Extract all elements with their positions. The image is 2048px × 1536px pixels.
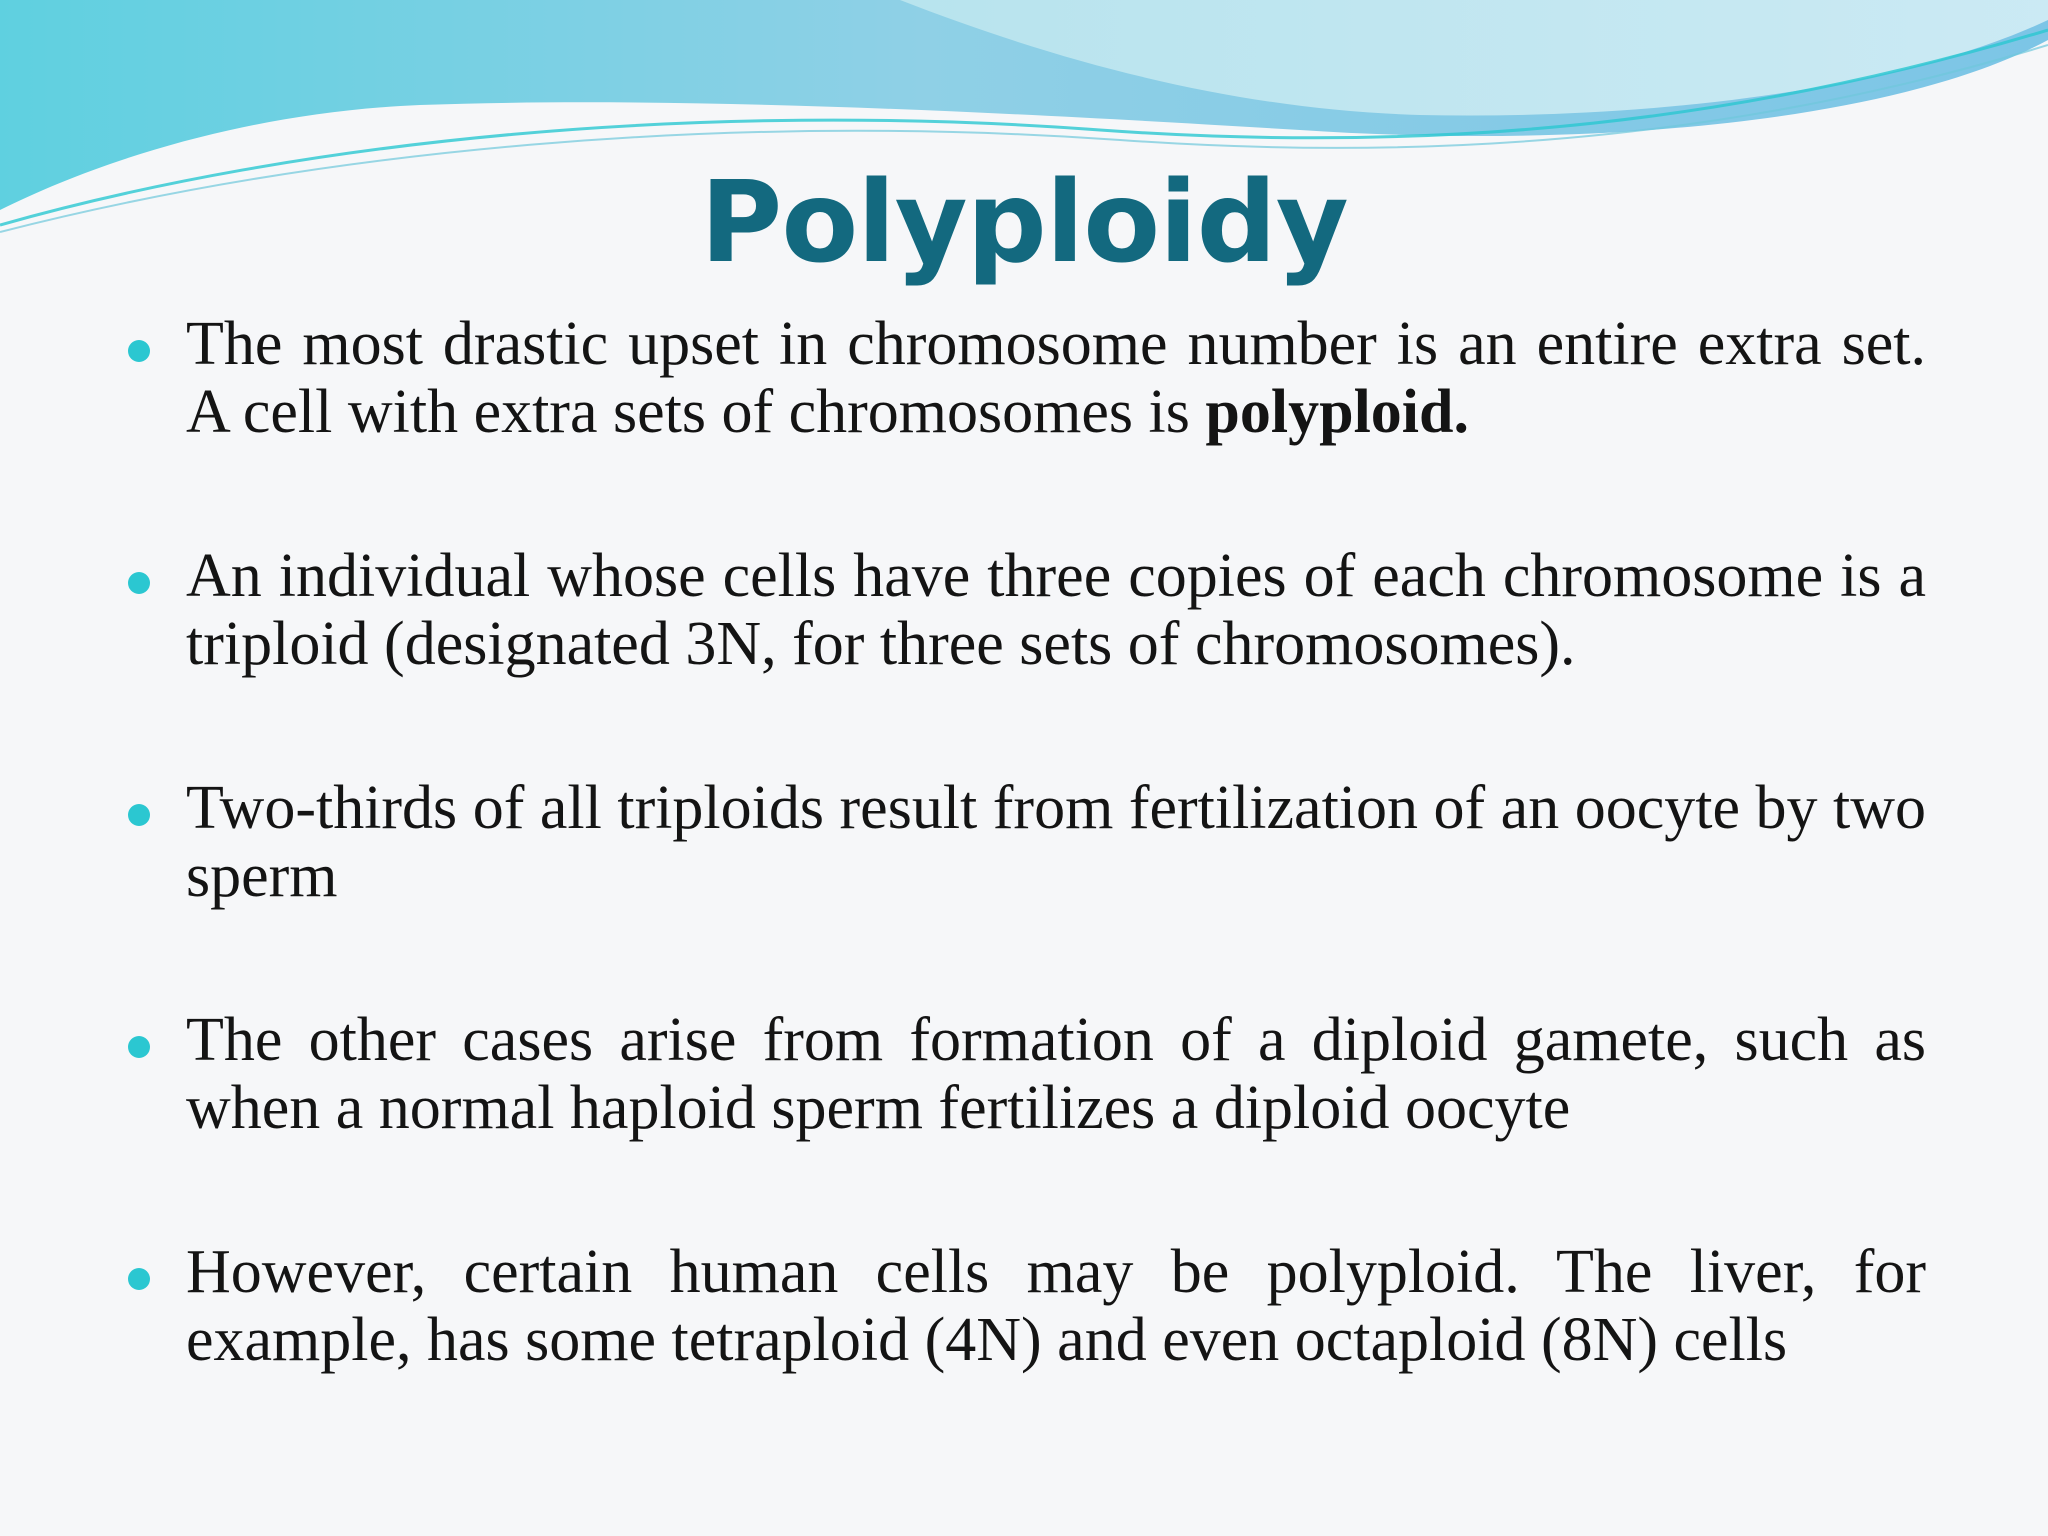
bullet-dot-icon bbox=[128, 804, 150, 826]
bullet-text bbox=[186, 1238, 1926, 1374]
bullet-text-bold: polyploid. bbox=[1205, 378, 1469, 446]
bullet-item bbox=[186, 310, 1926, 446]
bullet-text-regular: An individual whose cells have three copies of each chromosome is a triploid (designated 3N, for three sets of chromosomes). bbox=[186, 542, 1926, 678]
bullet-dot-icon bbox=[128, 1268, 150, 1290]
bullet-dot-icon bbox=[128, 1036, 150, 1058]
bullet-list bbox=[186, 310, 1926, 1470]
bullet-item bbox=[186, 774, 1926, 910]
bullet-item bbox=[186, 1238, 1926, 1374]
bullet-item bbox=[186, 542, 1926, 678]
bullet-text-regular: The other cases arise from formation of a diploid gamete, such as when a normal haploid sperm fertilizes a diploid oocyte bbox=[186, 1006, 1926, 1142]
bullet-dot-icon bbox=[128, 572, 150, 594]
bullet-text-regular: However, certain human cells may be polyploid. The liver, for example, has some tetraploid (4N) and even octaploid (8N) cells bbox=[186, 1238, 1926, 1374]
bullet-text bbox=[186, 542, 1926, 678]
bullet-text-regular: Two-thirds of all triploids result from fertilization of an oocyte by two sperm bbox=[186, 774, 1926, 910]
bullet-item bbox=[186, 1006, 1926, 1142]
bullet-text-regular: The most drastic upset in chromosome number is an entire extra set. A cell with extra sets of chromosomes is bbox=[186, 310, 1926, 446]
slide-title: Polyploidy bbox=[700, 158, 1348, 288]
bullet-text bbox=[186, 310, 1926, 446]
bullet-text bbox=[186, 774, 1926, 910]
bullet-text bbox=[186, 1006, 1926, 1142]
bullet-dot-icon bbox=[128, 340, 150, 362]
